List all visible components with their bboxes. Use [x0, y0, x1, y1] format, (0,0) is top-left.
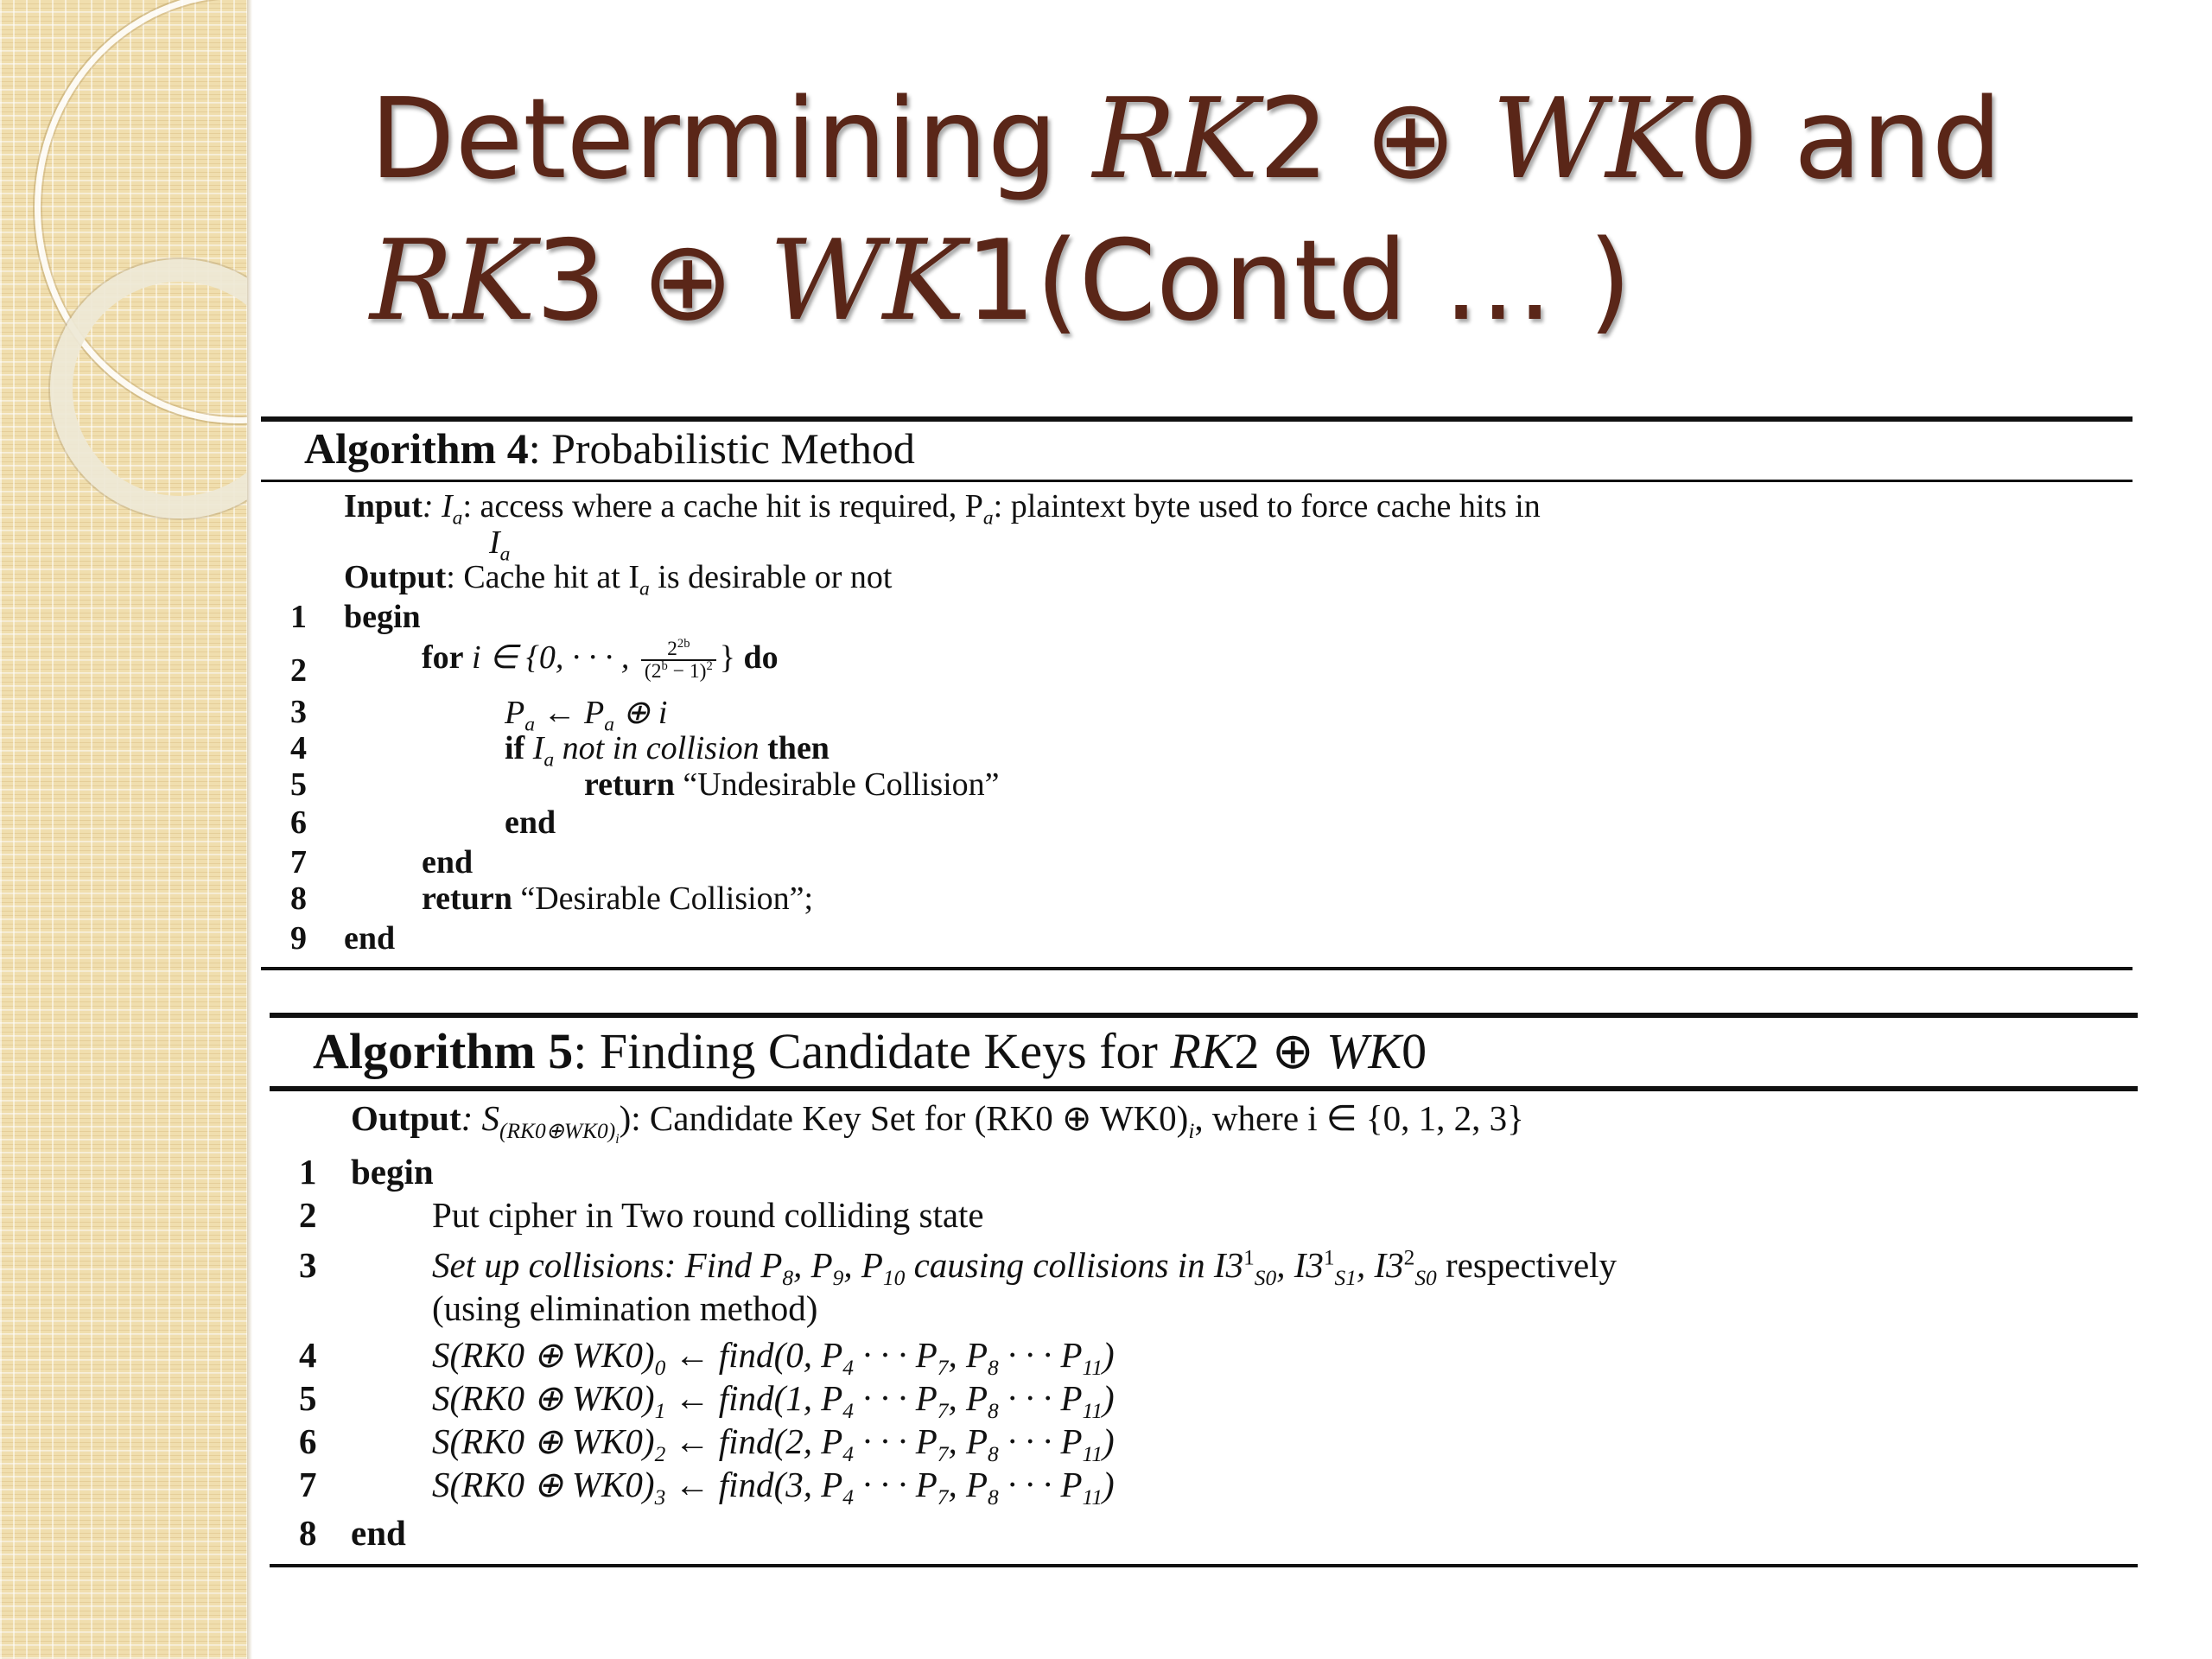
title-math: WK — [769, 217, 966, 346]
line-number: 7 — [299, 1465, 317, 1504]
algo5-line-4: S(RK0 ⊕ $WK0)_0$ ← find(0, $P_4$ · · · $P_7$, $P_8$ · · · $P_{11}$) — [432, 1335, 1115, 1381]
algo5-name: : Finding Candidate Keys for — [573, 1023, 1171, 1079]
algo4-line-9: end — [344, 920, 396, 957]
algo4-name: : Probabilistic Method — [528, 424, 915, 473]
algo4-label: Algorithm 4 — [304, 424, 529, 473]
algo4-mid-rule — [261, 480, 2133, 482]
algo5-line-3-cont: (using elimination method) — [432, 1288, 818, 1328]
algo5-label: Algorithm 5 — [313, 1023, 574, 1079]
algo5-line-6: S(RK0 ⊕ $WK0)_2$ ← find(2, $P_4$ · · · $P_7$, $P_8$ · · · $P_{11}$) — [432, 1421, 1115, 1467]
algo5-line-3: Set up collisions: Find $P_8$, $P_9$, $P_{10}$ causing collisions in $I3^1_{S0}$, $I3^1_{S1}$, $I3^2_{S0}$ respectively — [432, 1245, 1618, 1291]
title-text: 0 and — [1688, 75, 2002, 204]
algo4-line-6: end — [505, 804, 556, 841]
line-number: 5 — [290, 766, 307, 803]
line-number: 7 — [290, 844, 307, 880]
algo5-line-8: end — [351, 1513, 406, 1553]
title-math: RK — [370, 217, 536, 346]
algo4-bottom-rule — [261, 967, 2133, 970]
line-number: 2 — [290, 652, 307, 689]
algo4-output: Output: Cache hit at $I_a$ is desirable or not — [344, 559, 893, 601]
algo4-input-cont: $I_a$ — [489, 524, 511, 566]
algo5-line-7: S(RK0 ⊕ $WK0)_3$ ← find(3, $P_4$ · · · $P_7$, $P_8$ · · · $P_{11}$) — [432, 1465, 1115, 1510]
algo4-line-5: return “Undesirable Collision” — [584, 766, 1000, 803]
line-number: 6 — [299, 1421, 317, 1461]
title-math: WK — [1491, 75, 1688, 204]
algo5-heading: Algorithm 5: Finding Candidate Keys for RK2 ⊕ WK0 — [313, 1023, 1427, 1079]
line-number: 2 — [299, 1195, 317, 1235]
title-text: 3 ⊕ — [536, 217, 770, 346]
algo4-line-7: end — [422, 844, 474, 880]
title-text: 1(Contd … ) — [965, 217, 1632, 346]
algo4-heading — [304, 423, 915, 474]
algo5-line-5: S(RK0 ⊕ $WK0)_1$ ← find(1, $P_4$ · · · $P_7$, $P_8$ · · · $P_{11}$) — [432, 1378, 1115, 1424]
strip-shadow — [247, 0, 252, 1659]
line-number: 3 — [290, 694, 307, 730]
algo4-top-rule — [261, 416, 2133, 422]
title-text: 2 ⊕ — [1258, 75, 1492, 204]
algo4-input: Input: $I_a$: access where a cache hit is required, $P_a$: plaintext byte used to force cache hits in — [344, 488, 1541, 530]
line-number: 6 — [290, 804, 307, 841]
algo4-line-4: if $I_a$ not in collision then — [505, 730, 830, 772]
line-number: 3 — [299, 1245, 317, 1285]
algo5-line-1: begin — [351, 1152, 434, 1192]
line-number: 1 — [290, 599, 307, 635]
slide-title — [370, 69, 2150, 353]
algo4-line-1: begin — [344, 599, 421, 635]
algo5-line-2: Put cipher in Two round colliding state — [432, 1195, 984, 1235]
title-text: Determining — [370, 75, 1093, 204]
algo4-line-3: $P_a$ ← $P_a$ ⊕ i — [505, 695, 668, 736]
algo5-bottom-rule — [270, 1564, 2138, 1567]
algo5-output: Output: $S_{(RK0\oplus WK0)_i}$): Candidate Key Set for (RK0 ⊕ $WK0)_i$, where i ∈ {0, 1, 2, 3} — [351, 1098, 1524, 1147]
algo5-mid-rule — [270, 1086, 2138, 1091]
algo5-top-rule — [270, 1013, 2138, 1018]
line-number: 8 — [290, 880, 307, 917]
algo4-line-2: for i ∈ {0, · · · , $\frac{2^{2b}}{(2^b - 1)^2}$ } do — [422, 636, 779, 683]
line-number: 1 — [299, 1152, 317, 1192]
algo4-line-8: return “Desirable Collision”; — [422, 880, 814, 917]
line-number: 4 — [299, 1335, 317, 1375]
line-number: 9 — [290, 920, 307, 957]
line-number: 5 — [299, 1378, 317, 1418]
title-math: RK — [1092, 75, 1259, 204]
line-number: 4 — [290, 730, 307, 766]
decorative-left-strip — [0, 0, 247, 1659]
line-number: 8 — [299, 1513, 317, 1553]
fraction: $\frac{2^{2b}}{(2^b - 1)^2}$ — [641, 639, 716, 683]
